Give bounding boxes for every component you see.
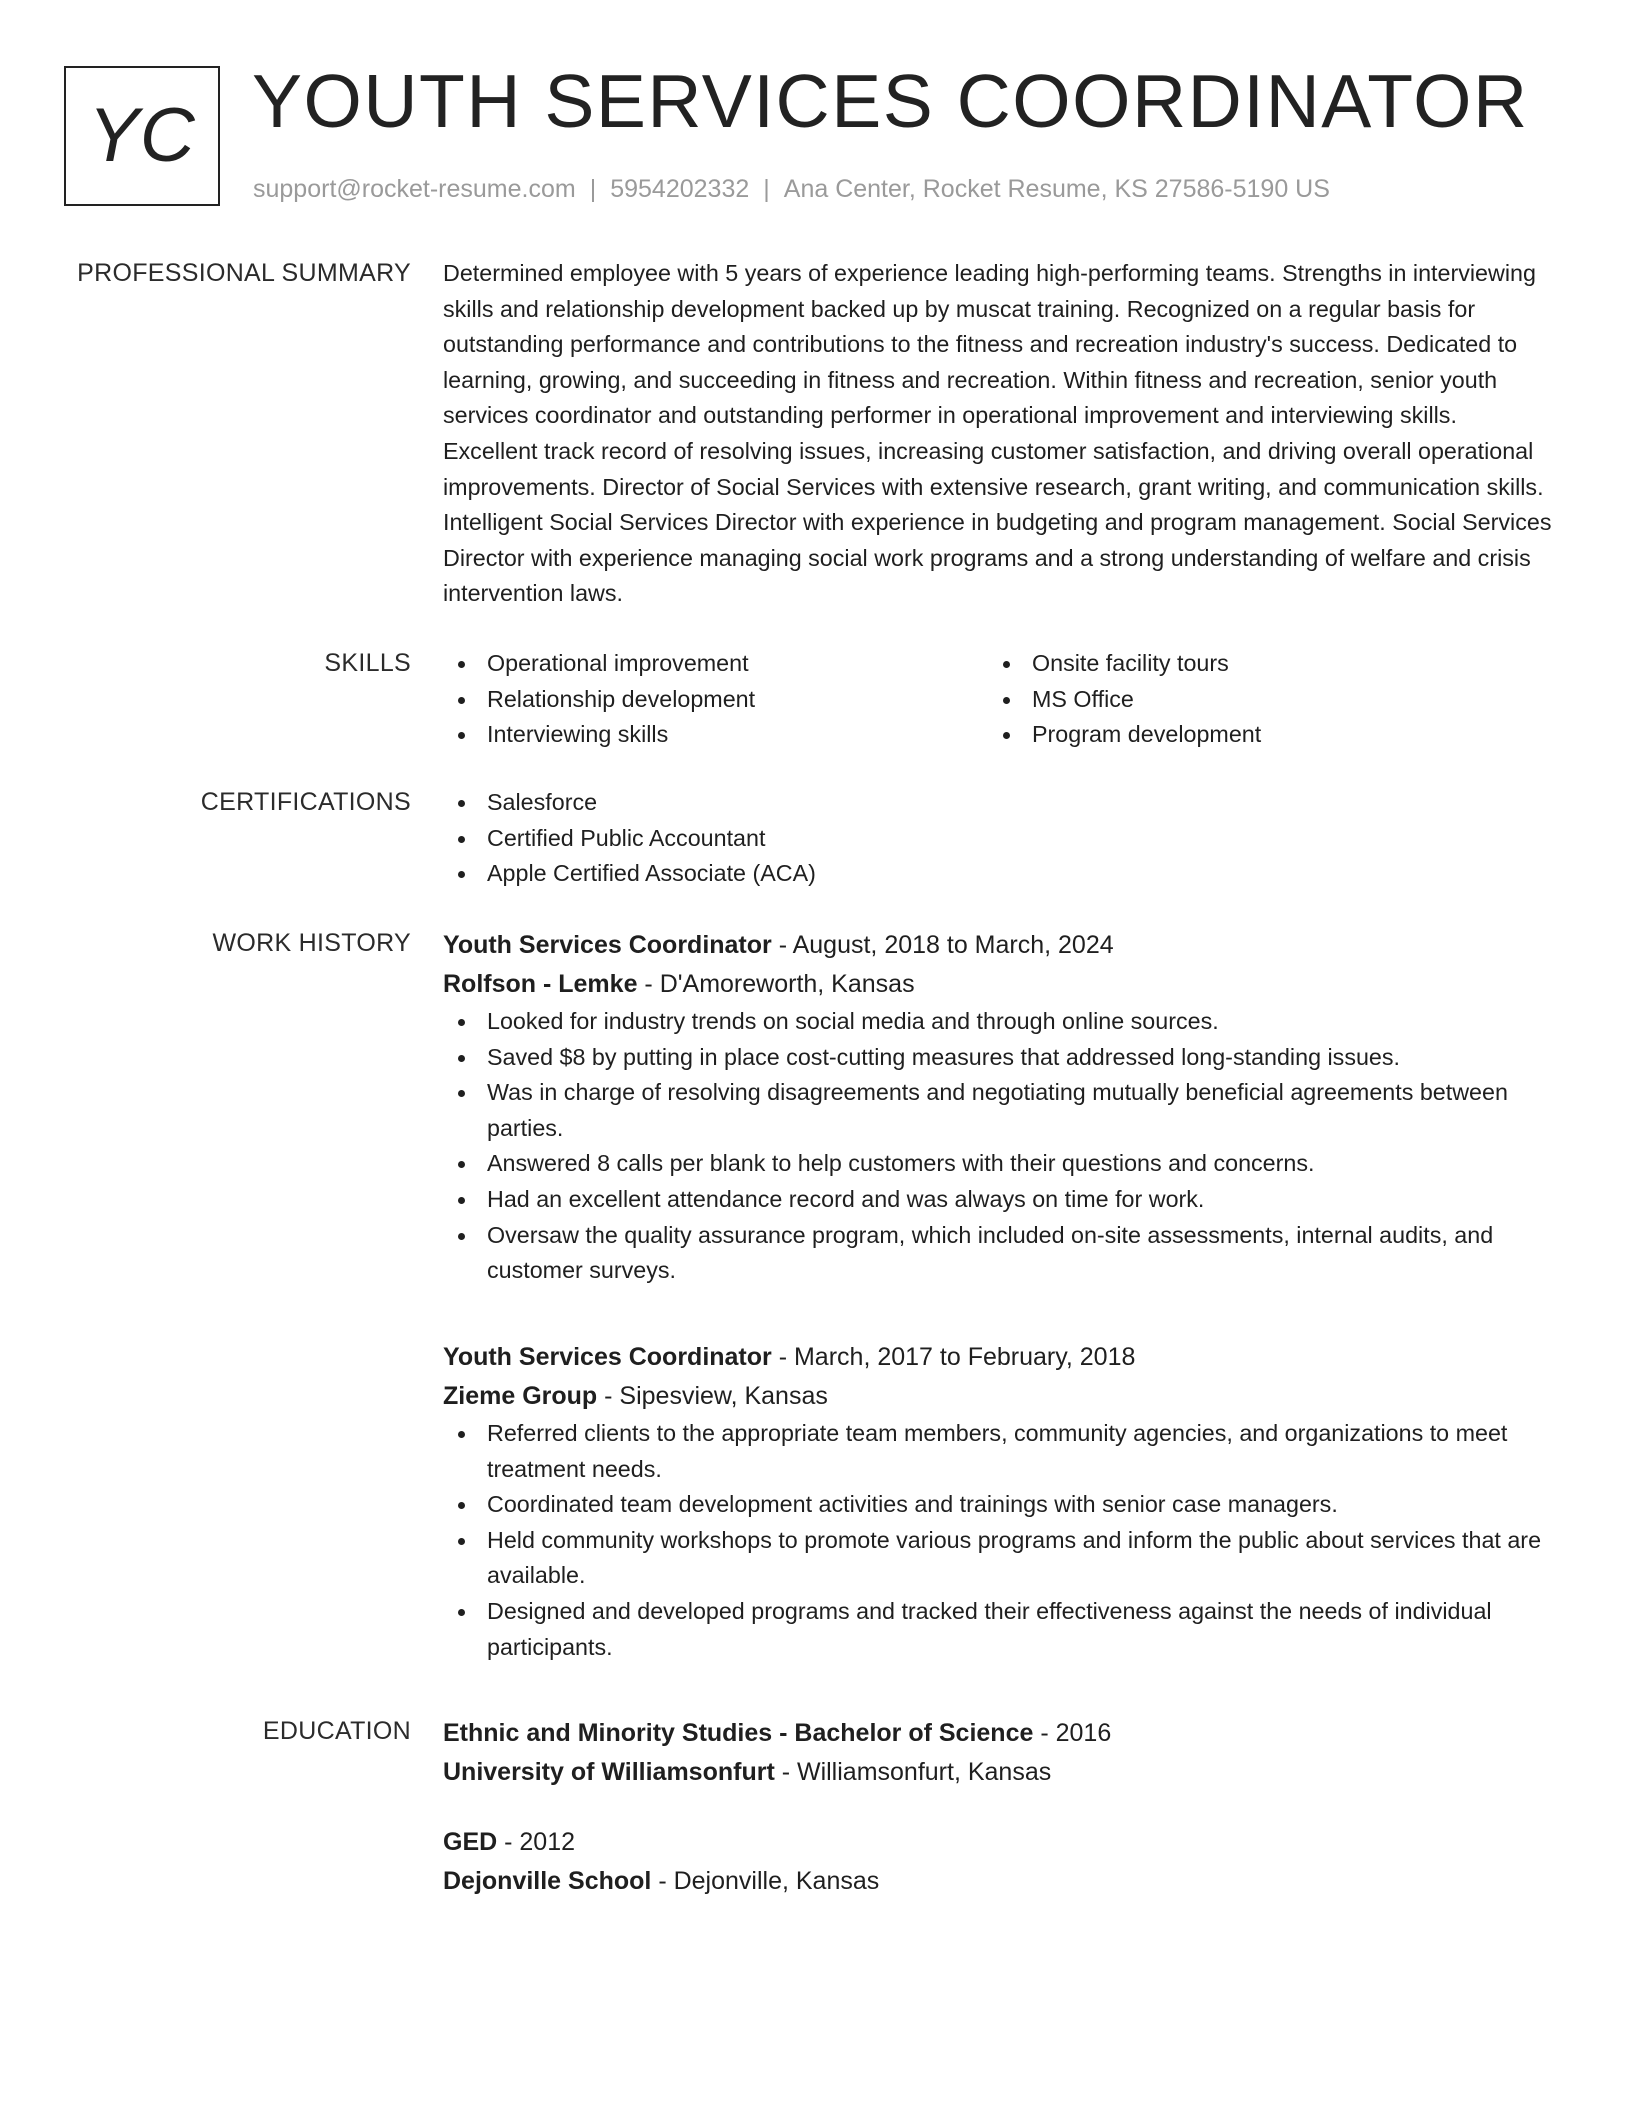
skill-item: Onsite facility tours (988, 646, 1533, 682)
job-bullet: Oversaw the quality assurance program, which included on-site assessments, internal audits, and customer surveys. (443, 1218, 1553, 1289)
skill-item: MS Office (988, 682, 1533, 718)
resume-title: YOUTH SERVICES COORDINATOR (252, 59, 1529, 143)
certification-item: Apple Certified Associate (ACA) (443, 856, 1553, 892)
education-year: - 2016 (1033, 1719, 1112, 1747)
education-degree-line (443, 1823, 879, 1862)
job-company-line (443, 965, 1553, 1004)
job-bullet: Saved $8 by putting in place cost-cutting measures that addressed long-standing issues. (443, 1040, 1553, 1076)
education-location: - Williamsonfurt, Kansas (774, 1758, 1052, 1786)
education-degree-line (443, 1714, 1553, 1753)
contact-email: support@rocket-resume.com (253, 175, 576, 203)
job-dates: - March, 2017 to February, 2018 (771, 1343, 1136, 1371)
job-bullet-list (443, 1004, 1553, 1289)
education-school-line (443, 1862, 879, 1901)
education-school: University of Williamsonfurt (443, 1758, 775, 1786)
certifications-list (443, 785, 1553, 892)
education-location: - Dejonville, Kansas (651, 1867, 880, 1895)
section-label-summary: PROFESSIONAL SUMMARY (77, 259, 411, 287)
job-location: - D'Amoreworth, Kansas (637, 970, 915, 998)
skill-item: Program development (988, 717, 1533, 753)
job-bullet: Coordinated team development activities and trainings with senior case managers. (443, 1487, 1553, 1523)
contact-separator: | (763, 175, 770, 203)
section-label-education: EDUCATION (262, 1717, 411, 1745)
certification-item: Salesforce (443, 785, 1553, 821)
monogram-initials: YC (88, 93, 196, 178)
job-title: Youth Services Coordinator (443, 931, 772, 959)
education-school-line (443, 1753, 1553, 1792)
job-bullet: Had an excellent attendance record and was always on time for work. (443, 1182, 1553, 1218)
section-label-work-history: WORK HISTORY (212, 929, 411, 957)
monogram-box (64, 66, 220, 206)
contact-line (253, 172, 1330, 206)
job-entry (443, 926, 1553, 1289)
job-company: Rolfson - Lemke (443, 970, 638, 998)
certification-item: Certified Public Accountant (443, 821, 1553, 857)
section-label-certifications: CERTIFICATIONS (200, 788, 411, 816)
skills-list-left (443, 646, 988, 753)
job-entry (443, 1338, 1553, 1665)
job-location: - Sipesview, Kansas (597, 1382, 828, 1410)
section-label-skills: SKILLS (324, 649, 411, 677)
skills-list-right (988, 646, 1533, 753)
job-company: Zieme Group (443, 1382, 598, 1410)
job-bullet: Designed and developed programs and tracked their effectiveness against the needs of individual participants. (443, 1594, 1553, 1665)
job-title-line (443, 926, 1553, 965)
skill-item: Operational improvement (443, 646, 988, 682)
job-bullet: Was in charge of resolving disagreements and negotiating mutually beneficial agreements between parties. (443, 1075, 1553, 1146)
skill-item: Relationship development (443, 682, 988, 718)
job-bullet: Referred clients to the appropriate team members, community agencies, and organizations to meet treatment needs. (443, 1416, 1553, 1487)
contact-phone: 5954202332 (610, 175, 750, 203)
education-entry (443, 1823, 879, 1901)
job-title-line (443, 1338, 1553, 1377)
job-bullet: Answered 8 calls per blank to help customers with their questions and concerns. (443, 1146, 1553, 1182)
summary-text: Determined employee with 5 years of experience leading high-performing teams. Strengths in interviewing skills and relationship development backed up by muscat training. Recognized on a regular basis for outstanding performance and contributions to the fitness and recreation industry's success. Dedicated to learning, growing, and succeeding in fitness and recreation. Within fitness and recreation, senior youth services coordinator and outstanding performer in operational improvement and interviewing skills. Excellent track record of resolving issues, increasing customer satisfaction, and driving overall operational improvements. Director of Social Services with extensive research, grant writing, and communication skills. Intelligent Social Services Director with experience in budgeting and program management. Social Services Director with experience managing social work programs and a strong understanding of welfare and crisis intervention laws. (443, 260, 1552, 607)
contact-separator: | (589, 175, 597, 203)
contact-address: Ana Center, Rocket Resume, KS 27586-5190 US (783, 175, 1330, 203)
job-bullet: Held community workshops to promote various programs and inform the public about services that are available. (443, 1523, 1553, 1594)
education-degree: GED (443, 1828, 498, 1856)
education-degree: Ethnic and Minority Studies - Bachelor of Science (443, 1719, 1034, 1747)
job-bullet-list (443, 1416, 1553, 1665)
job-dates: - August, 2018 to March, 2024 (771, 931, 1114, 959)
skill-item: Interviewing skills (443, 717, 988, 753)
education-year: - 2012 (497, 1828, 576, 1856)
job-bullet: Looked for industry trends on social media and through online sources. (443, 1004, 1553, 1040)
job-company-line (443, 1377, 1553, 1416)
education-entry (443, 1714, 1553, 1792)
education-school: Dejonville School (443, 1867, 652, 1895)
job-title: Youth Services Coordinator (443, 1343, 772, 1371)
